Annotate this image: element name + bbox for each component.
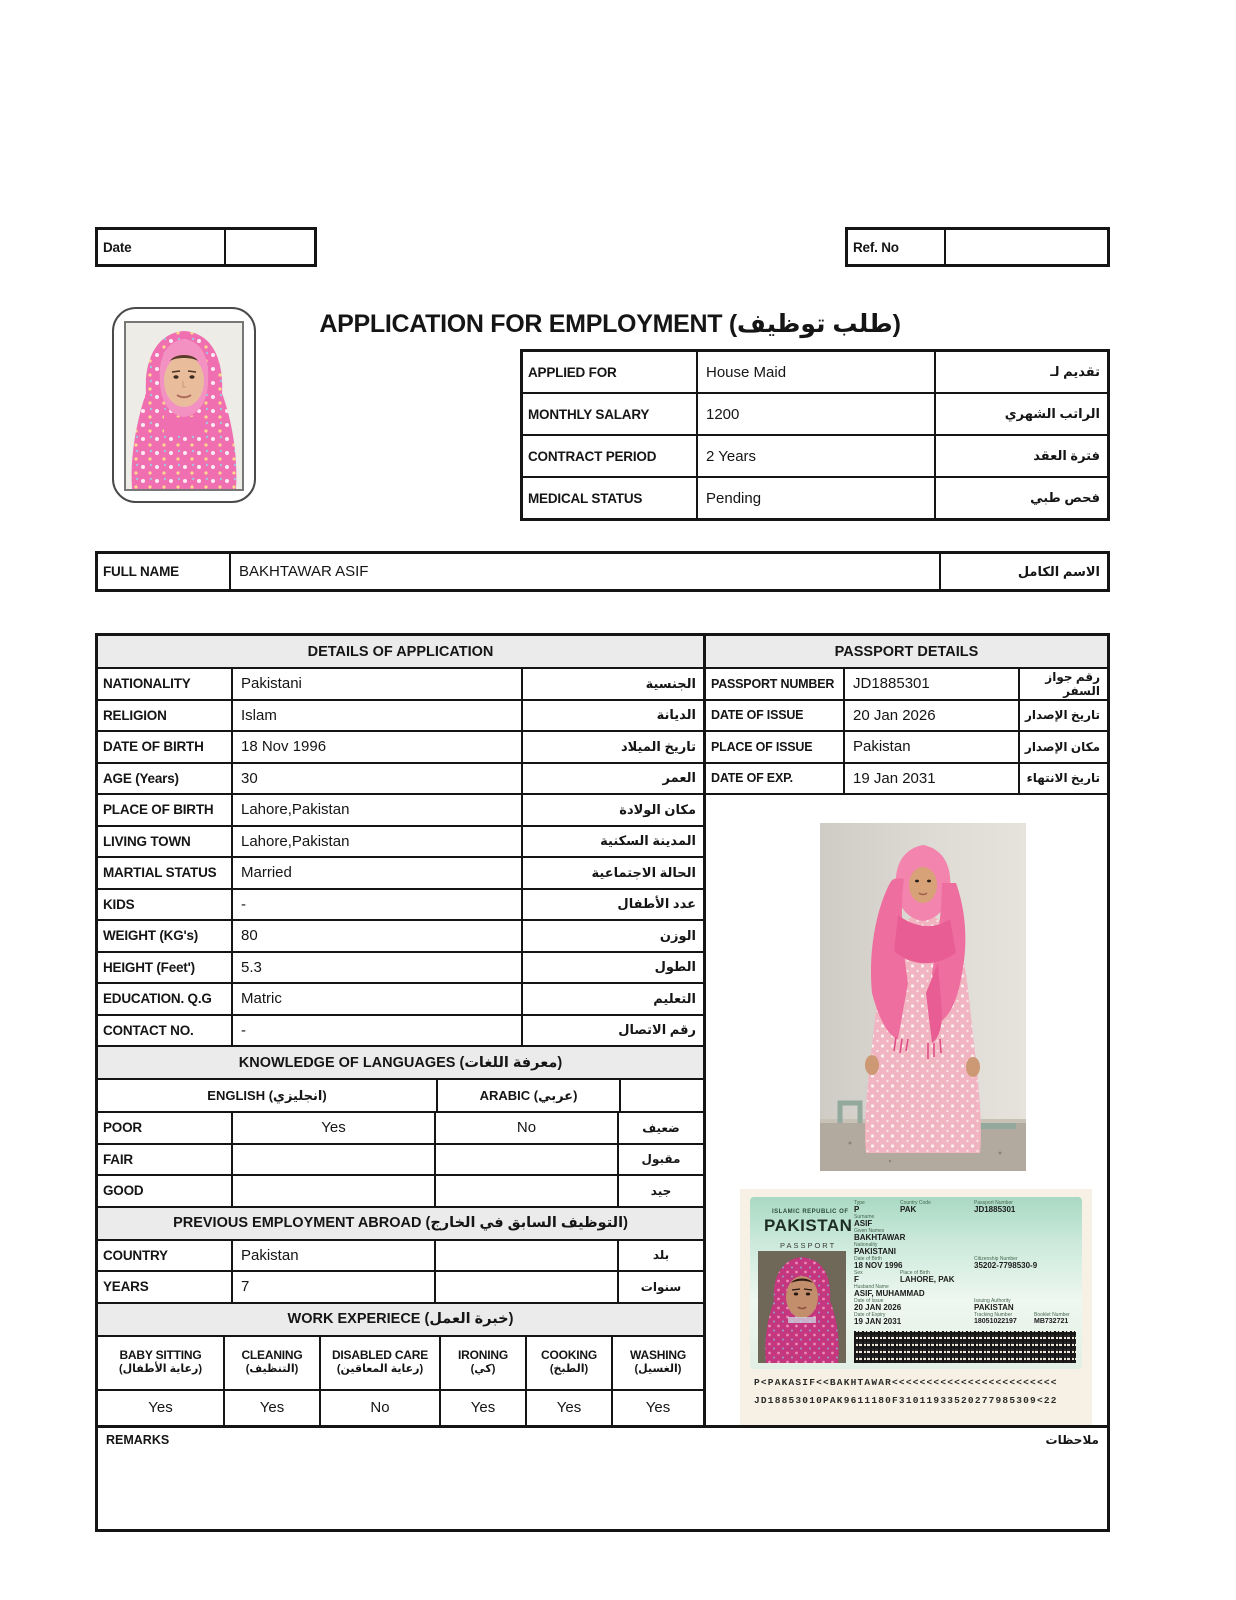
passport-tracking-field: Tracking Number 18051022197 — [974, 1312, 1017, 1326]
nationality-value: Pakistani — [233, 669, 523, 699]
passport-dob-field: Date of Birth 18 NOV 1996 — [854, 1256, 903, 1271]
height-value: 5.3 — [233, 953, 523, 983]
country-label: COUNTRY — [103, 1247, 168, 1263]
years-spacer — [436, 1272, 619, 1302]
place-of-birth-value: Lahore,Pakistan — [233, 795, 523, 825]
table-row — [98, 1145, 703, 1177]
ironing-header: IRONING (كي) — [441, 1337, 527, 1389]
passport-given-names-field: Given Names BAKHTAWAR — [854, 1228, 906, 1243]
nationality-ar: الجنسية — [645, 675, 696, 691]
passport-mrz-line2: JD18853010PAK9611180F31011933520277985309<22 — [754, 1395, 1058, 1406]
years-label: YEARS — [103, 1279, 149, 1295]
table-row — [523, 476, 1107, 518]
ref-no-label: Ref. No — [853, 239, 899, 255]
age-ar: العمر — [662, 770, 696, 786]
photo-area — [706, 795, 1107, 1425]
work-experience-header: WORK EXPERIECE (خبرة العمل) — [98, 1304, 703, 1337]
education-value: Matric — [233, 984, 523, 1014]
baby-sitting-value: Yes — [98, 1391, 225, 1425]
age-label: AGE (Years) — [103, 770, 179, 786]
full-name-value: BAKHTAWAR ASIF — [231, 554, 941, 589]
religion-label: RELIGION — [103, 707, 167, 723]
washing-header: WASHING (الغسيل) — [630, 1348, 686, 1376]
passport-barcode — [854, 1331, 1076, 1363]
marital-status-label: MARTIAL STATUS — [103, 865, 217, 881]
languages-header: KNOWLEDGE OF LANGUAGES (معرفة اللغات) — [98, 1047, 703, 1080]
cleaning-value: Yes — [225, 1391, 321, 1425]
page-title: APPLICATION FOR EMPLOYMENT (طلب توظيف) — [319, 310, 901, 338]
passport-mrz-line1: P<PAKASIF<<BAKHTAWAR<<<<<<<<<<<<<<<<<<<<<<<< — [754, 1377, 1058, 1388]
place-of-birth-ar: مكان الولادة — [619, 801, 696, 817]
height-ar: الطول — [654, 959, 696, 975]
previous-employment-header: PREVIOUS EMPLOYMENT ABROAD (التوظيف السابق في الخارج) — [98, 1208, 703, 1241]
date-box — [95, 227, 317, 267]
kids-label: KIDS — [103, 896, 135, 912]
cleaning-header: CLEANING (التنظيف) — [225, 1337, 321, 1389]
good-label: GOOD — [103, 1183, 144, 1199]
dob-label: DATE OF BIRTH — [103, 739, 204, 755]
table-row — [98, 1272, 703, 1304]
table-row — [706, 669, 1107, 701]
fair-ar: مقبول — [641, 1152, 681, 1167]
medical-status-label: MEDICAL STATUS — [528, 490, 643, 506]
ref-no-value-field[interactable] — [946, 230, 1107, 264]
languages-header-spacer — [621, 1080, 703, 1111]
table-row — [98, 764, 703, 796]
education-label: EDUCATION. Q.G — [103, 991, 212, 1007]
years-value: 7 — [233, 1272, 436, 1302]
date-of-exp-value: 19 Jan 2031 — [845, 764, 1020, 794]
passport-husband-field: Husband Name ASIF, MUHAMMAD — [854, 1284, 925, 1299]
applicant-photo — [124, 321, 244, 491]
height-label: HEIGHT (Feet') — [103, 959, 195, 975]
passport-panel — [703, 636, 1107, 1425]
poor-label: POOR — [103, 1120, 142, 1136]
date-value-field[interactable] — [226, 230, 314, 264]
remarks-row — [98, 1425, 1107, 1529]
date-of-exp-ar: تاريخ الانتهاء — [1026, 771, 1100, 786]
table-row — [98, 953, 703, 985]
work-experience-columns — [98, 1337, 703, 1391]
good-ar: جيد — [650, 1183, 672, 1198]
date-of-exp-label: DATE OF EXP. — [711, 771, 793, 786]
table-row — [98, 890, 703, 922]
washing-value: Yes — [645, 1399, 671, 1416]
passport-nationality-field: Nationality PAKISTANI — [854, 1242, 896, 1257]
weight-value: 80 — [233, 921, 523, 951]
disabled-care-value: No — [321, 1391, 441, 1425]
contact-no-label: CONTACT NO. — [103, 1022, 194, 1038]
table-row — [98, 1176, 703, 1208]
medical-status-ar: فحص طبي — [1030, 490, 1100, 505]
poor-ar: ضعيف — [642, 1120, 680, 1135]
passport-number-ar: رقم جواز السفر — [1045, 669, 1100, 698]
passport-scan — [740, 1189, 1092, 1425]
remarks-ar: ملاحظات — [1045, 1433, 1099, 1447]
table-row — [98, 984, 703, 1016]
medical-status-value: Pending — [698, 478, 936, 518]
religion-ar: الديانة — [656, 707, 696, 723]
table-row — [98, 795, 703, 827]
good-arabic-value — [436, 1176, 619, 1206]
living-town-ar: المدينة السكنية — [600, 833, 696, 849]
fair-arabic-value — [436, 1145, 619, 1175]
date-of-issue-value: 20 Jan 2026 — [845, 701, 1020, 731]
passport-header: PASSPORT DETAILS — [706, 636, 1107, 669]
passport-booklet-field: Booklet Number MB732721 — [1034, 1312, 1070, 1326]
table-row — [98, 732, 703, 764]
applicant-standing-photo — [820, 823, 1026, 1171]
full-name-label: FULL NAME — [103, 564, 179, 579]
disabled-care-header: DISABLED CARE (رعاية المعاقين) — [321, 1337, 441, 1389]
weight-ar: الوزن — [659, 927, 696, 943]
passport-type-field: Type P — [854, 1200, 865, 1215]
religion-value: Islam — [233, 701, 523, 731]
table-row — [706, 701, 1107, 733]
languages-columns-row — [98, 1080, 703, 1113]
passport-card — [750, 1197, 1082, 1369]
passport-expiry-field: Date of Expiry 19 JAN 2031 — [854, 1312, 902, 1327]
place-of-issue-value: Pakistan — [845, 732, 1020, 762]
age-value: 30 — [233, 764, 523, 794]
monthly-salary-value: 1200 — [698, 394, 936, 434]
contact-no-ar: رقم الاتصال — [618, 1022, 696, 1038]
table-row — [98, 921, 703, 953]
table-row — [98, 1113, 703, 1145]
marital-status-value: Married — [233, 858, 523, 888]
arabic-column-header: ARABIC (عربي) — [438, 1080, 621, 1111]
contract-period-label: CONTRACT PERIOD — [528, 448, 657, 464]
nationality-label: NATIONALITY — [103, 676, 191, 692]
table-row — [706, 732, 1107, 764]
table-row — [98, 669, 703, 701]
cooking-value: Yes — [527, 1391, 613, 1425]
good-english-value — [233, 1176, 436, 1206]
country-ar: بلد — [652, 1248, 670, 1263]
marital-status-ar: الحالة الاجتماعية — [591, 864, 696, 880]
table-row — [98, 701, 703, 733]
poor-english-value: Yes — [233, 1113, 436, 1143]
passport-country-code-field: Country Code PAK — [900, 1200, 931, 1215]
passport-country: PAKISTAN — [764, 1216, 853, 1235]
contact-no-value: - — [233, 1016, 523, 1046]
table-row — [98, 858, 703, 890]
english-column-header: ENGLISH (انجليزي) — [98, 1080, 438, 1111]
passport-doc-type: PASSPORT — [780, 1241, 837, 1250]
contract-period-ar: فترة العقد — [1033, 448, 1100, 463]
table-row — [523, 392, 1107, 434]
education-ar: التعليم — [653, 990, 696, 1006]
weight-label: WEIGHT (KG's) — [103, 928, 199, 944]
table-row — [98, 1016, 703, 1048]
baby-sitting-header: BABY SITTING (رعاية الأطفال) — [98, 1337, 225, 1389]
contract-period-value: 2 Years — [698, 436, 936, 476]
dob-ar: تاريخ الميلاد — [620, 738, 696, 754]
passport-number-value: JD1885301 — [845, 669, 1020, 699]
table-row — [706, 764, 1107, 796]
passport-country-small: ISLAMIC REPUBLIC OF — [772, 1209, 849, 1215]
monthly-salary-label: MONTHLY SALARY — [528, 406, 650, 422]
full-name-ar: الاسم الكامل — [1017, 563, 1100, 579]
monthly-salary-ar: الراتب الشهري — [1004, 406, 1100, 421]
date-of-issue-ar: تاريخ الإصدار — [1024, 708, 1100, 723]
place-of-birth-label: PLACE OF BIRTH — [103, 802, 214, 818]
kids-value: - — [233, 890, 523, 920]
full-name-row — [95, 551, 1110, 592]
country-spacer — [436, 1241, 619, 1271]
work-experience-values — [98, 1391, 703, 1425]
remarks-label: REMARKS — [106, 1433, 170, 1447]
applied-for-ar: تقديم لـ — [1050, 364, 1100, 379]
ref-no-box — [845, 227, 1110, 267]
years-ar: سنوات — [640, 1279, 682, 1294]
applied-for-table — [520, 349, 1110, 521]
place-of-issue-label: PLACE OF ISSUE — [711, 739, 813, 754]
applied-for-label: APPLIED FOR — [528, 364, 617, 380]
date-label: Date — [103, 239, 132, 255]
fair-english-value — [233, 1145, 436, 1175]
passport-sex-field: Sex F — [854, 1270, 863, 1285]
dob-value: 18 Nov 1996 — [233, 732, 523, 762]
date-of-issue-label: DATE OF ISSUE — [711, 708, 804, 723]
ironing-value: Yes — [441, 1391, 527, 1425]
living-town-label: LIVING TOWN — [103, 833, 191, 849]
applicant-photo-frame — [112, 307, 256, 503]
details-panel — [98, 636, 703, 1425]
passport-authority-field: Issuing Authority PAKISTAN — [974, 1298, 1014, 1313]
main-table — [95, 633, 1110, 1532]
country-value: Pakistan — [233, 1241, 436, 1271]
passport-issue-field: Date of Issue 20 JAN 2026 — [854, 1298, 902, 1313]
fair-label: FAIR — [103, 1151, 133, 1167]
place-of-issue-ar: مكان الإصدار — [1024, 739, 1100, 754]
details-header: DETAILS OF APPLICATION — [98, 636, 703, 669]
table-row — [523, 434, 1107, 476]
passport-surname-field: Surname ASIF — [854, 1214, 875, 1229]
passport-photo — [758, 1251, 846, 1363]
cooking-header: COOKING (الطبخ) — [527, 1337, 613, 1389]
passport-no-field: Passport Number JD1885301 — [974, 1200, 1016, 1215]
poor-arabic-value: No — [436, 1113, 619, 1143]
passport-pob-field: Place of Birth LAHORE, PAK — [900, 1270, 955, 1285]
table-row — [98, 827, 703, 859]
applied-for-value: House Maid — [698, 352, 936, 392]
passport-number-label: PASSPORT NUMBER — [711, 676, 835, 691]
table-row — [523, 352, 1107, 392]
living-town-value: Lahore,Pakistan — [233, 827, 523, 857]
table-row — [98, 1241, 703, 1273]
passport-citizenship-field: Citizenship Number 35202-7798530-9 — [974, 1256, 1038, 1271]
kids-ar: عدد الأطفال — [617, 896, 696, 912]
